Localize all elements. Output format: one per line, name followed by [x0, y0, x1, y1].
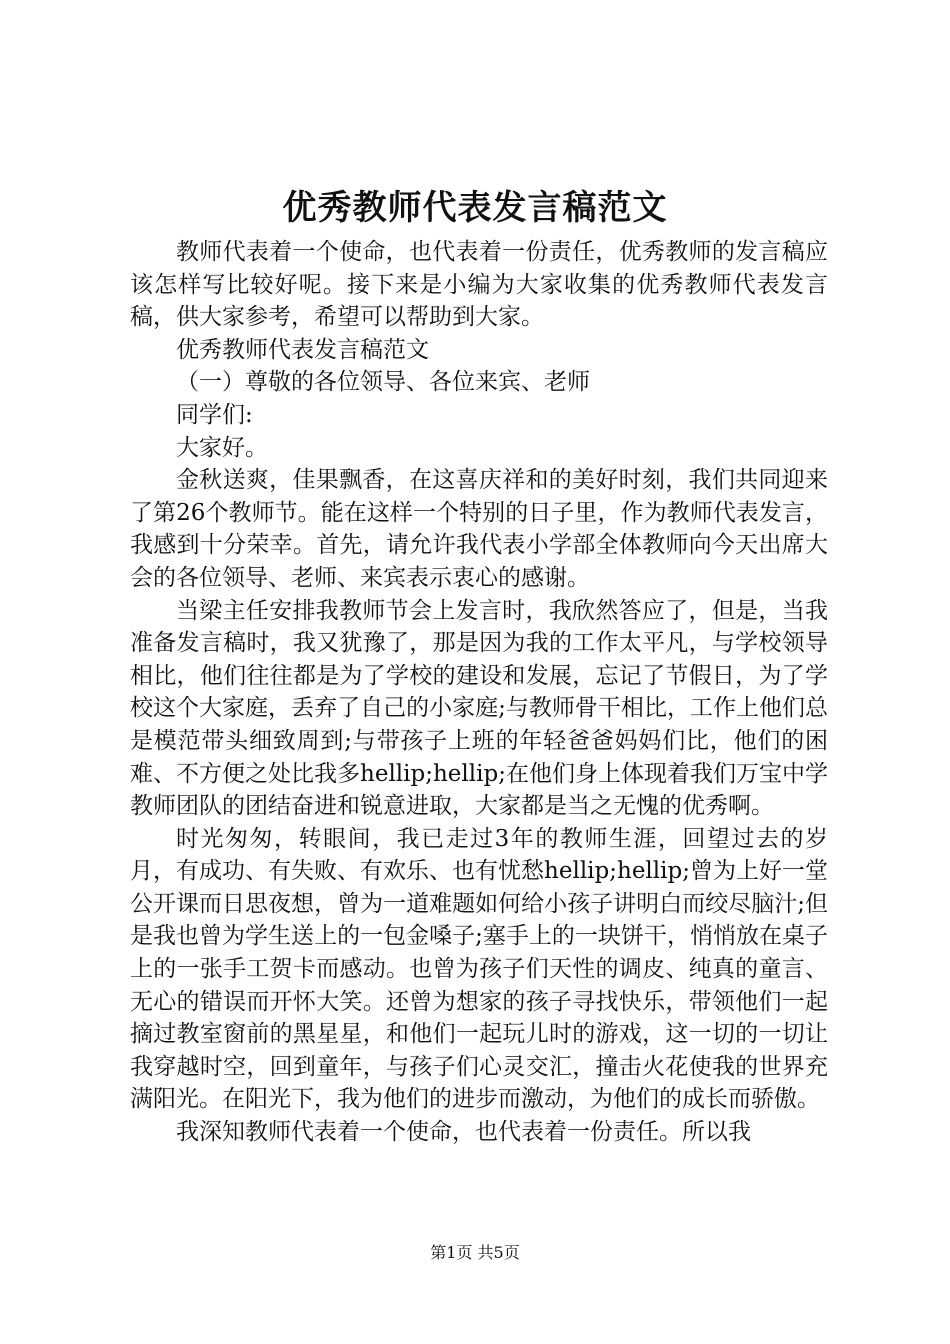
page-footer: 第1页 共5页: [430, 1243, 520, 1262]
document-title: 优秀教师代表发言稿范文: [282, 188, 668, 228]
body-paragraph: 当梁主任安排我教师节会上发言时，我欣然答应了，但是，当我准备发言稿时，我又犹豫了，那是因为我的工作太平凡，与学校领导相比，他们往往都是为了学校的建设和发展，忘记了节假日，为了学校这个大家庭，丢弃了自己的小家庭;与教师骨干相比，工作上他们总是模范带头细致周到;与带孩子上班的年轻爸爸妈妈们比，他们的困难、不方便之处比我多hellip;hellip;在他们身上体现着我们万宝中学教师团队的团结奋进和锐意进取，大家都是当之无愧的优秀啊。: [130, 597, 828, 820]
document-body: [130, 236, 828, 1149]
greeting-line: 大家好。: [176, 434, 268, 461]
body-paragraph: 我深知教师代表着一个使命，也代表着一份责任。所以我: [176, 1119, 751, 1146]
salutation-line: （一）尊敬的各位领导、各位来宾、老师: [176, 369, 590, 396]
body-paragraph: 金秋送爽，佳果飘香，在这喜庆祥和的美好时刻，我们共同迎来了第26个教师节。能在这样一个特别的日子里，作为教师代表发言，我感到十分荣幸。首先，请允许我代表小学部全体教师向今天出席大会的各位领导、老师、来宾表示衷心的感谢。: [130, 467, 828, 591]
intro-paragraph: 教师代表着一个使命，也代表着一份责任，优秀教师的发言稿应该怎样写比较好呢。接下来是小编为大家收集的优秀教师代表发言稿，供大家参考，希望可以帮助到大家。: [130, 239, 828, 331]
salutation-students: 同学们:: [176, 401, 253, 428]
body-paragraph: 时光匆匆，转眼间，我已走过3年的教师生涯，回望过去的岁月，有成功、有失败、有欢乐、也有忧愁hellip;hellip;曾为上好一堂公开课而日思夜想，曾为一道难题如何给小孩子讲明白而绞尽脑汁;但是我也曾为学生送上的一包金嗓子;塞手上的一块饼干，悄悄放在桌子上的一张手工贺卡而感动。也曾为孩子们天性的调皮、纯真的童言、无心的错误而开怀大笑。还曾为想家的孩子寻找快乐，带领他们一起摘过教室窗前的黑星星，和他们一起玩儿时的游戏，这一切的一切让我穿越时空，回到童年，与孩子们心灵交汇，撞击火花使我的世界充满阳光。在阳光下，我为他们的进步而激动，为他们的成长而骄傲。: [130, 825, 828, 1113]
subtitle-line: 优秀教师代表发言稿范文: [176, 336, 429, 363]
